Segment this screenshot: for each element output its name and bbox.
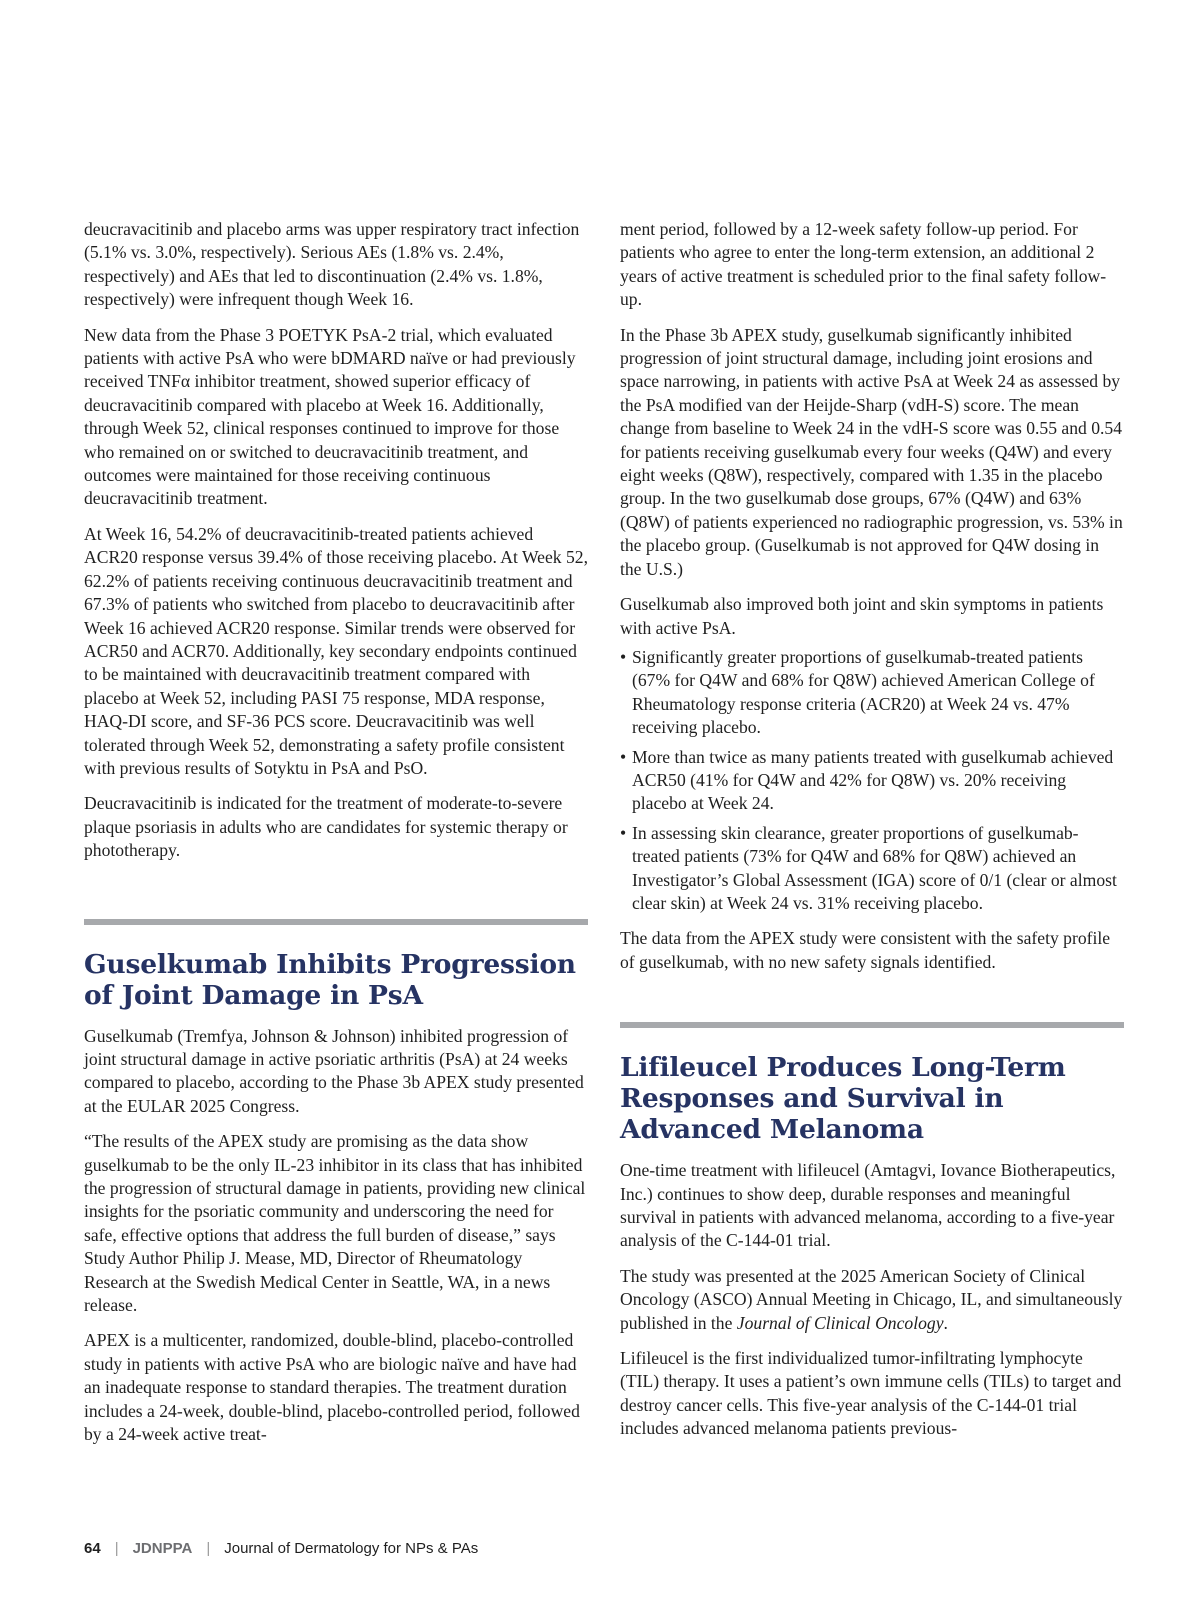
body-paragraph: “The results of the APEX study are promising as the data show guselkumab to be the only IL-23 inhibitor in its class that has inhibited the progression of structural damage in patients, providing new clinical insights for the psoriatic community and underscoring the need for safe, effective options that address the full burden of disease,” says Study Author Philip J. Mease, MD, Director of Rheumatology Research at the Swedish Medical Center in Seattle, WA, in a news release. (84, 1131, 586, 1316)
body-paragraph: Guselkumab (Tremfya, Johnson & Johnson) inhibited progression of joint structural damage in active psoriatic arthritis (PsA) at 24 weeks compared to placebo, according to the Phase 3b APEX study presented at the EULAR 2025 Congress. (84, 1025, 584, 1116)
page-footer (84, 1540, 478, 1557)
results-bullet-list (620, 646, 1124, 915)
right-column (620, 218, 1124, 1453)
body-paragraph: The data from the APEX study were consistent with the safety profile of guselkumab, with no new safety signals identified. (620, 928, 1111, 972)
body-paragraph: ment period, followed by a 12-week safety follow-up period. For patients who agree to enter the long-term extension, an additional 2 years of active treatment is scheduled prior to the final safety follow-up. (620, 219, 1107, 310)
journal-name: Journal of Dermatology for NPs & PAs (224, 1540, 479, 1557)
body-paragraph: Deucravacitinib is indicated for the treatment of moderate-to-severe plaque psoriasis in adults who are candidates for systemic therapy or phototherapy. (84, 793, 568, 861)
footer-separator: | (206, 1540, 211, 1557)
continued-paragraph: deucravacitinib and placebo arms was upper respiratory tract infection (5.1% vs. 3.0%, respectively). Serious AEs (1.8% vs. 2.4%, respectively) and AEs that led to discontinuation (2.4% vs. 1.8%, respectively) were infrequent though Week 16. (84, 219, 580, 310)
article-heading-guselkumab: Guselkumab Inhibits Progression of Joint Damage in PsA (84, 948, 576, 1011)
body-paragraph: Guselkumab also improved both joint and skin symptoms in patients with active PsA. (620, 594, 1104, 638)
article-heading-lifileucel: Lifileucel Produces Long-Term Responses and Survival in Advanced Melanoma (620, 1052, 1066, 1146)
body-paragraph: Lifileucel is the first individualized tumor-infiltrating lymphocyte (TIL) therapy. It uses a patient’s own immune cells (TILs) to target and destroy cancer cells. This five-year analysis of the C-144-01 trial includes advanced melanoma patients previous- (620, 1348, 1122, 1439)
body-paragraph: In the Phase 3b APEX study, guselkumab significantly inhibited progression of joint structural damage, including joint erosions and space narrowing, in patients with active PsA at Week 24 as assessed by the PsA modified van der Heijde-Sharp (vdH-S) score. The mean change from baseline to Week 24 in the vdH-S score was 0.55 and 0.54 for patients receiving guselkumab every four weeks (Q4W) and every eight weeks (Q8W), respectively, compared with 1.35 in the placebo group. In the two guselkumab dose groups, 67% (Q4W) and 63% (Q8W) of patients experienced no radiographic progression, vs. 53% in the placebo group. (Guselkumab is not approved for Q4W dosing in the U.S.) (620, 324, 1123, 579)
journal-abbreviation: JDNPPA (132, 1540, 193, 1557)
bullet-item: • Significantly greater proportions of guselkumab-treated patients (67% for Q4W and 68% for Q8W) achieved American College of Rheumatology response criteria (ACR20) at Week 24 vs. 47% receiving placebo. (620, 646, 1124, 740)
text-run: The study was presented at the 2025 American Society of Clinical Oncology (ASCO) Annual Meeting in Chicago, IL, and simultaneously published in the (620, 1265, 1123, 1333)
body-paragraph: At Week 16, 54.2% of deucravacitinib-treated patients achieved ACR20 response versus 39.4% of those receiving placebo. At Week 52, 62.2% of patients receiving continuous deucravacitinib treatment and 67.3% of patients who switched from placebo to deucravacitinib after Week 16 achieved ACR20 response. Similar trends were observed for ACR50 and ACR70. Additionally, key secondary endpoints continued to be maintained with deucravacitinib treatment compared with placebo at Week 52, including PASI 75 response, MDA response, HAQ-DI score, and SF-36 PCS score. Deucravacitinib was well tolerated through Week 52, demonstrating a safety profile consistent with previous results of Sotyktu in PsA and PsO. (84, 523, 588, 778)
bullet-item: • More than twice as many patients treated with guselkumab achieved ACR50 (41% for Q4W and 42% for Q8W) vs. 20% receiving placebo at Week 24. (620, 746, 1124, 816)
bullet-item: • In assessing skin clearance, greater proportions of guselkumab-treated patients (73% for Q4W and 68% for Q8W) achieved an Investigator’s Global Assessment (IGA) score of 0/1 (clear or almost clear skin) at Week 24 vs. 31% receiving placebo. (620, 822, 1124, 916)
body-paragraph: New data from the Phase 3 POETYK PsA-2 trial, which evaluated patients with active PsA who were bDMARD naïve or had previously received TNFα inhibitor treatment, showed superior efficacy of deucravacitinib compared with placebo at Week 16. Additionally, through Week 52, clinical responses continued to improve for those who remained on or switched to deucravacitinib treatment, and outcomes were maintained for those receiving continuous deucravacitinib treatment. (84, 324, 576, 509)
body-paragraph: One-time treatment with lifileucel (Amtagvi, Iovance Biotherapeutics, Inc.) continues to show deep, durable responses and meaningful survival in patients with advanced melanoma, according to a five-year analysis of the C-144-01 trial. (620, 1160, 1116, 1251)
journal-title: Journal of Clinical Oncology (736, 1312, 944, 1333)
footer-separator: | (114, 1540, 119, 1557)
section-divider (620, 1022, 1124, 1028)
left-column (84, 218, 588, 1458)
body-paragraph (620, 1265, 1124, 1335)
section-divider (84, 919, 588, 925)
text-run: . (943, 1312, 948, 1333)
page-number: 64 (84, 1540, 101, 1557)
body-paragraph: APEX is a multicenter, randomized, double-blind, placebo-controlled study in patients with active PsA who are biologic naïve and have had an inadequate response to standard therapies. The treatment duration includes a 24-week, double-blind, placebo-controlled period, followed by a 24-week active treat- (84, 1330, 580, 1445)
